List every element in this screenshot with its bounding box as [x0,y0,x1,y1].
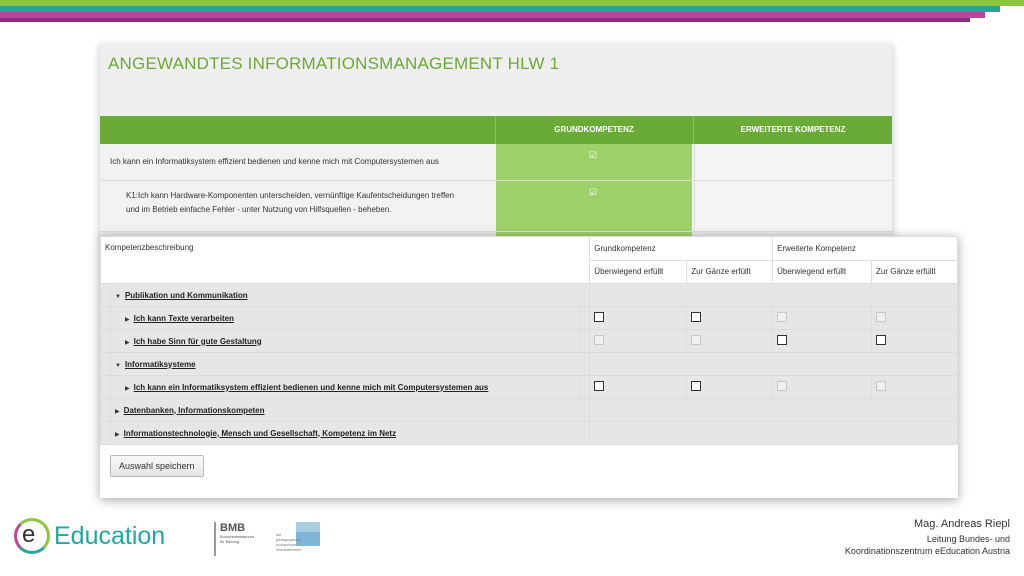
cube-top-icon [296,522,320,532]
grund-cell [496,181,692,231]
caret-right-icon[interactable]: ▶ [114,408,120,415]
erweitert-cell [694,144,892,180]
checkbox-disabled [777,381,787,391]
sub-erw-ueberwiegend: Überwiegend erfüllt [773,260,872,284]
checkbox-disabled [876,312,886,322]
group-link-datenbanken[interactable]: Datenbanken, Informationskompeten [123,405,265,415]
checkbox[interactable] [594,381,604,391]
grund-cell [496,144,692,180]
overview-header [100,116,892,144]
caret-down-icon[interactable]: ▼ [114,362,121,369]
ph-text [276,532,306,552]
caret-right-icon[interactable]: ▶ [124,316,130,323]
bmb-sub1: Bundesministerium [220,534,255,539]
sub-grund-ganz: Zur Gänze erfüllt [687,260,773,284]
table-row [101,353,958,376]
bmb-sub2: für Bildung [220,539,240,544]
logo-e: e [22,521,36,548]
table-row [101,376,958,399]
page-title: ANGEWANDTES INFORMATIONSMANAGEMENT HLW 1 [108,54,560,73]
header-grundkompetenz: GRUNDKOMPETENZ [554,125,634,134]
overview-row-text: Ich kann ein Informatiksystem effizient bedienen und kenne mich mit Computersystemen aus [110,157,439,166]
table-row [101,330,958,353]
item-link-gestaltung[interactable]: Ich habe Sinn für gute Gestaltung [133,336,262,346]
overview-row-text: K1:Ich kann Hardware-Komponenten unterscheiden, vernünftige Kaufentscheidungen treffen [126,191,455,200]
ph-text2: hochschule [276,542,297,547]
bmb-title: BMB [220,522,246,534]
header-erweiterte-kompetenz: ERWEITERTE KOMPETENZ [740,125,846,134]
checkbox-disabled [876,381,886,391]
ph-text3: oberösterreich [276,547,302,552]
checkbox-disabled [691,335,701,345]
competency-table [100,236,958,445]
table-header-row [101,237,958,261]
sub-erw-ganz: Zur Gänze erfüllt [872,260,958,284]
stripe-purple [0,18,970,22]
check-icon: ☑ [589,187,598,197]
caret-down-icon[interactable]: ▼ [114,293,121,300]
caret-right-icon[interactable]: ▶ [124,339,130,346]
table-row [101,399,958,422]
checkbox[interactable] [691,312,701,322]
check-icon: ☑ [589,150,598,160]
checkbox[interactable] [876,335,886,345]
checkbox-disabled [777,312,787,322]
author-role-2: Koordinationszentrum eEducation Austria [844,546,1010,556]
item-link-informatiksystem[interactable]: Ich kann ein Informatiksystem effizient bedienen und kenne mich mit Computersystemen aus [133,382,489,392]
col-description: Kompetenzbeschreibung [101,237,590,284]
group-link-informatiksysteme[interactable]: Informatiksysteme [124,359,196,369]
item-link-texte[interactable]: Ich kann Texte verarbeiten [133,313,234,323]
ph-text1: die pädagogische [276,532,301,542]
overview-row-text-2: und im Betrieb einfache Fehler - unter Nutzung von Hilfsquellen - beheben. [126,205,392,214]
author-role-1: Leitung Bundes- und [926,534,1010,544]
save-selection-button[interactable]: Auswahl speichern [110,455,204,477]
col-erweiterte-kompetenz: Erweiterte Kompetenz [773,237,958,261]
author-name: Mag. Andreas Riepl [914,518,1010,530]
bmb-logo [214,522,280,556]
competency-overview-panel [100,44,892,240]
erweitert-cell [694,181,892,231]
group-link-publikation[interactable]: Publikation und Kommunikation [124,290,248,300]
overview-row [100,144,892,181]
decorative-stripes [0,0,1024,28]
checkbox[interactable] [777,335,787,345]
group-link-informationstechnologie[interactable]: Informationstechnologie, Mensch und Gesellschaft, Kompetenz im Netz [123,428,397,438]
ph-logo [276,522,326,556]
author-block [845,518,1010,557]
col-grundkompetenz: Grundkompetenz [590,237,773,261]
sub-grund-ueberwiegend: Überwiegend erfüllt [590,260,687,284]
caret-right-icon[interactable]: ▶ [124,385,130,392]
caret-right-icon[interactable]: ▶ [114,431,120,438]
checkbox[interactable] [691,381,701,391]
table-row [101,284,958,307]
checkbox[interactable] [594,312,604,322]
competency-selection-panel [100,236,958,498]
overview-row [100,181,892,232]
logo-word: Education [54,522,166,550]
table-row [101,422,958,445]
table-row [101,307,958,330]
checkbox-disabled [594,335,604,345]
